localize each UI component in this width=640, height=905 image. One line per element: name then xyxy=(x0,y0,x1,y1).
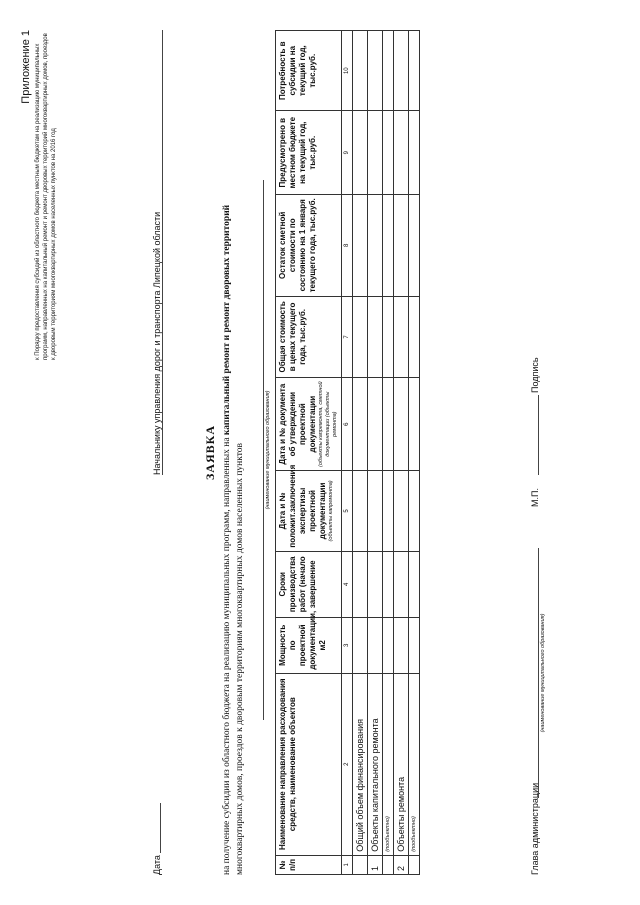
table-cell xyxy=(394,617,409,673)
addressee: Начальнику управления дорог и транспорта Липецкой области xyxy=(152,30,163,475)
date-label: Дата xyxy=(152,855,162,875)
expertise-note: (объекты капремонта) xyxy=(328,480,334,542)
table-cell xyxy=(383,296,394,377)
table-cell xyxy=(383,617,394,673)
stamp-label: М.П. xyxy=(530,488,540,507)
document-title: ЗАЯВКА xyxy=(203,424,217,481)
table-cell xyxy=(353,31,368,111)
application-table xyxy=(275,30,420,875)
col-number: 2 xyxy=(342,673,353,855)
date-line xyxy=(160,803,161,853)
subtitle-text: на получение субсидии из областного бюджета на реализацию муниципальных программ, направленных на xyxy=(222,435,232,875)
col-number: 4 xyxy=(342,551,353,617)
table-cell xyxy=(353,111,368,195)
row-number: 1 xyxy=(368,855,383,874)
head-of-administration-label: Глава администрации xyxy=(530,782,540,875)
table-cell xyxy=(383,471,394,551)
table-cell xyxy=(368,194,383,296)
col-header-name: Наименование направления расходования средств, наименование объектов xyxy=(276,673,342,855)
table-cell xyxy=(368,378,383,471)
table-cell xyxy=(409,471,420,551)
col-header-num: № п/п xyxy=(276,855,342,874)
table-cell xyxy=(353,471,368,551)
table-cell xyxy=(394,551,409,617)
head-line xyxy=(538,548,539,798)
signature-label: Подпись xyxy=(530,357,540,393)
col-number: 8 xyxy=(342,194,353,296)
table-cell xyxy=(368,296,383,377)
total-label: Общий объем финансирования xyxy=(353,673,368,855)
approval-text: Дата и № документа об утверждении проектной документации xyxy=(278,383,317,465)
table-cell xyxy=(394,296,409,377)
row-number: 2 xyxy=(394,855,409,874)
table-cell xyxy=(383,31,394,111)
col-header-remaining-cost: Остаток сметной стоимости по состоянию на 1 января текущего года, тыс.руб. xyxy=(276,194,342,296)
table-row-total xyxy=(353,31,368,875)
table-cell xyxy=(353,855,368,874)
col-header-approval xyxy=(276,378,342,471)
document-sheet xyxy=(20,30,620,875)
table-cell xyxy=(394,471,409,551)
repair-label: Объекты ремонта xyxy=(394,673,409,855)
col-header-terms: Сроки производства работ (начало завершение xyxy=(276,551,342,617)
table-cell xyxy=(383,855,394,874)
table-cell xyxy=(383,551,394,617)
col-header-subsidy-need: Потребность в субсидии на текущий год, тыс.руб. xyxy=(276,31,342,111)
table-cell xyxy=(409,551,420,617)
table-cell xyxy=(409,111,420,195)
table-cell xyxy=(368,31,383,111)
appendix-label: Приложение 1 xyxy=(20,30,32,104)
table-cell xyxy=(383,194,394,296)
col-number: 5 xyxy=(342,471,353,551)
document-subtitle xyxy=(221,30,247,875)
capital-note: (пообъектно) xyxy=(383,673,394,855)
table-row-capital-note xyxy=(383,31,394,875)
table-cell xyxy=(353,194,368,296)
table-cell xyxy=(368,111,383,195)
table-cell xyxy=(383,111,394,195)
subtitle-tail: многоквартирных домов, проездов к дворовым территориям многоквартирных домов населенных пунктов xyxy=(235,442,245,875)
table-cell xyxy=(394,194,409,296)
expertise-text: Дата и № положит.заключения экспертизы проектной документации xyxy=(278,464,327,548)
col-header-expertise xyxy=(276,464,342,551)
table-cell xyxy=(409,194,420,296)
municipality-caption: (наименование муниципального образования) xyxy=(265,390,271,510)
head-caption: (наименование муниципального образования) xyxy=(540,613,546,733)
col-number: 7 xyxy=(342,296,353,377)
column-number-row xyxy=(342,31,353,875)
repair-note: (пообъектно) xyxy=(409,673,420,855)
table-row-repair xyxy=(394,31,409,875)
col-number: 6 xyxy=(342,378,353,471)
table-cell xyxy=(409,31,420,111)
col-header-capacity: Мощность по проектной документации, м2 xyxy=(276,617,342,673)
order-reference: к Порядку предоставления субсидий из областного бюджета местным бюджетам на реализацию муниципальных программ, направленных на капитальный ремонт и ремонт дворовых территорий многоквартирных домов, проездов к дворовым территориям многоквартирных домов населенных пунктов на 2016 год xyxy=(35,33,57,360)
table-row-repair-note xyxy=(409,31,420,875)
capital-repair-label: Объекты капитального ремонта xyxy=(368,673,383,855)
col-header-total-cost: Общая стоимость в ценах текущего года, тыс.руб. xyxy=(276,296,342,377)
table-cell xyxy=(368,551,383,617)
table-cell xyxy=(409,296,420,377)
table-cell xyxy=(353,378,368,471)
col-number: 9 xyxy=(342,111,353,195)
col-header-local-budget: Предусмотрено в местном бюджете на текущий год, тыс.руб. xyxy=(276,111,342,195)
municipality-line xyxy=(263,180,264,720)
table-header-row xyxy=(276,31,342,875)
table-row-capital xyxy=(368,31,383,875)
table-cell xyxy=(394,31,409,111)
table-cell xyxy=(353,551,368,617)
table-cell xyxy=(353,296,368,377)
table-cell xyxy=(394,378,409,471)
table-cell xyxy=(409,378,420,471)
table-cell xyxy=(368,471,383,551)
approval-note: (объекты капремонта, сметной документации (объекты ремонта) xyxy=(318,381,338,467)
table-cell xyxy=(394,111,409,195)
col-number: 3 xyxy=(342,617,353,673)
table-cell xyxy=(368,617,383,673)
col-number: 1 xyxy=(342,855,353,874)
subtitle-emphasis: капитальный ремонт и ремонт дворовых территорий xyxy=(222,204,232,436)
col-number: 10 xyxy=(342,31,353,111)
table-cell xyxy=(409,855,420,874)
table-cell xyxy=(383,378,394,471)
table-cell xyxy=(353,617,368,673)
table-cell xyxy=(409,617,420,673)
signature-line xyxy=(538,395,539,475)
